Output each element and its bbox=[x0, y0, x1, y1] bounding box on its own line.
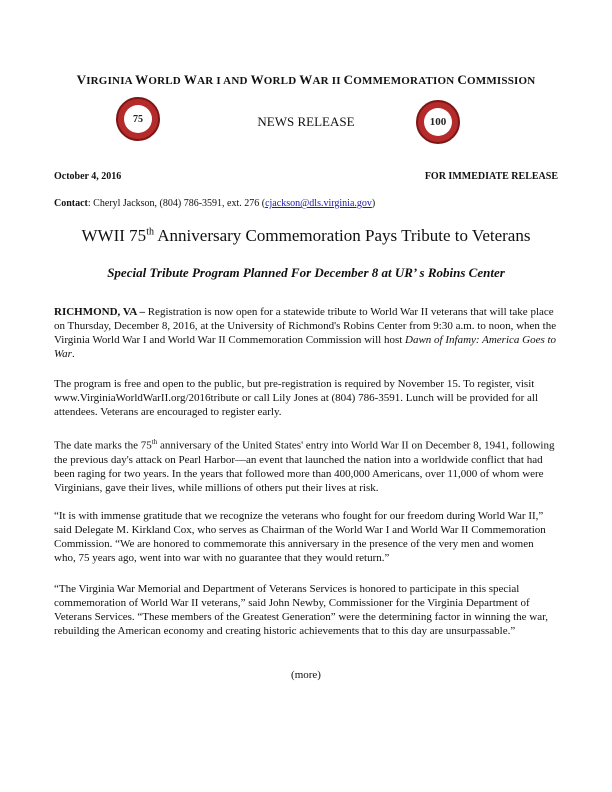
contact-close: ) bbox=[371, 198, 376, 209]
continued-indicator: (more) bbox=[291, 669, 321, 681]
organization-title bbox=[0, 72, 612, 88]
release-date: October 4, 2016 bbox=[54, 171, 122, 182]
org-title-part: AR I AND bbox=[197, 75, 251, 87]
org-title-part: ORLD bbox=[263, 75, 300, 87]
org-title-part: ORLD bbox=[148, 75, 184, 87]
paragraph-1-text: Registration is now open for a statewide tribute to World War II veterans that will take place on Thursday, December 8, 2016, at the University of Richmond's Robins Center from 9:30 a.m. to noon, when the Virginia World War I and World War II Commemoration Commission will host bbox=[54, 306, 557, 346]
paragraph-4-text: “It is with immense gratitude that we recognize the veterans who fought for our freedom during World War II,” said Delegate M. Kirkland Cox, who serves as Chairman of the World War I and World War II Commemoration Commission. “We are honored to commemorate this anniversary in the presence of the very men and women who, 75 years ago, went into war with no guarantee that they would return.” bbox=[54, 510, 546, 564]
immediate-release-label: FOR IMMEDIATE RELEASE bbox=[424, 171, 558, 182]
paragraph-3-post: anniversary of the United States' entry into World War II on December 8, 1941, following the previous day's attack on Pearl Harbor—an event that launched the nation into a worldwide conflict that had been raging for two years. In the years that followed more than 400,000 Americans, over 11,000 of whom were Virginians, gave their lives, while millions of others put their lives at risk. bbox=[54, 439, 555, 494]
paragraph-5-text: “The Virginia War Memorial and Department of Veterans Services is honored to participate in this special commemoration of World War II veterans,” said John Newby, Commissioner for the Virginia Department of Veterans Services. “These members of the Greatest Generation” were the determining factor in winning the war, rebuilding the American economy and creating historic achievements that to this day are unsurpassable.” bbox=[54, 583, 549, 637]
subheadline: Special Tribute Program Planned For December 8 at UR’ s Robins Center bbox=[107, 265, 505, 280]
news-release-label: NEWS RELEASE bbox=[257, 114, 355, 129]
event-title: Dawn of Infamy: America Goes to War bbox=[54, 334, 557, 360]
contact-label: Contact bbox=[54, 198, 88, 209]
headline-post: Anniversary Commemoration Pays Tribute to Veterans bbox=[153, 226, 531, 245]
contact-line bbox=[54, 198, 375, 209]
paragraph-3-sup: th bbox=[151, 438, 158, 446]
org-title-initial: W bbox=[299, 72, 313, 87]
org-title-initial: V bbox=[76, 72, 87, 87]
org-title-part: AR II bbox=[312, 75, 344, 87]
paragraph-2 bbox=[54, 377, 558, 419]
paragraph-3-pre: The date marks the 75 bbox=[54, 439, 152, 452]
org-title-initial: W bbox=[250, 72, 264, 87]
paragraph-4 bbox=[54, 509, 558, 565]
org-title-part: OMMEMORATION bbox=[353, 75, 458, 87]
contact-text: : Cheryl Jackson, (804) 786-3591, ext. 276 ( bbox=[87, 198, 266, 209]
seal-100-text: 100 bbox=[429, 116, 447, 128]
paragraph-2-text: The program is free and open to the public, but pre-registration is required by November 15. To register, visit www.VirginiaWorldWarII.org/2016tribute or call Lily Jones at (804) 786-3591. Lunch will be provided for all attendees. Veterans are encouraged to register early. bbox=[54, 378, 539, 418]
paragraph-1-end: . bbox=[71, 348, 75, 360]
seal-75-text: 75 bbox=[133, 113, 143, 125]
org-title-initial: W bbox=[135, 72, 149, 87]
contact-email-link[interactable]: cjackson@dls.virginia.gov bbox=[265, 198, 372, 209]
org-title-part: IRGINIA bbox=[86, 75, 136, 87]
paragraph-5 bbox=[54, 582, 558, 638]
dateline: RICHMOND, VA – bbox=[54, 306, 145, 318]
headline-pre: WWII 75 bbox=[81, 226, 147, 245]
commemoration-seal-100-logo bbox=[416, 100, 460, 144]
headline bbox=[0, 226, 612, 246]
org-title-initial: C bbox=[343, 72, 354, 87]
paragraph-3 bbox=[54, 435, 558, 495]
org-title-initial: W bbox=[183, 72, 198, 87]
headline-sup: th bbox=[146, 226, 154, 238]
org-title-part: OMMISSION bbox=[466, 75, 536, 87]
org-title-initial: C bbox=[457, 72, 467, 87]
paragraph-1 bbox=[54, 305, 558, 361]
